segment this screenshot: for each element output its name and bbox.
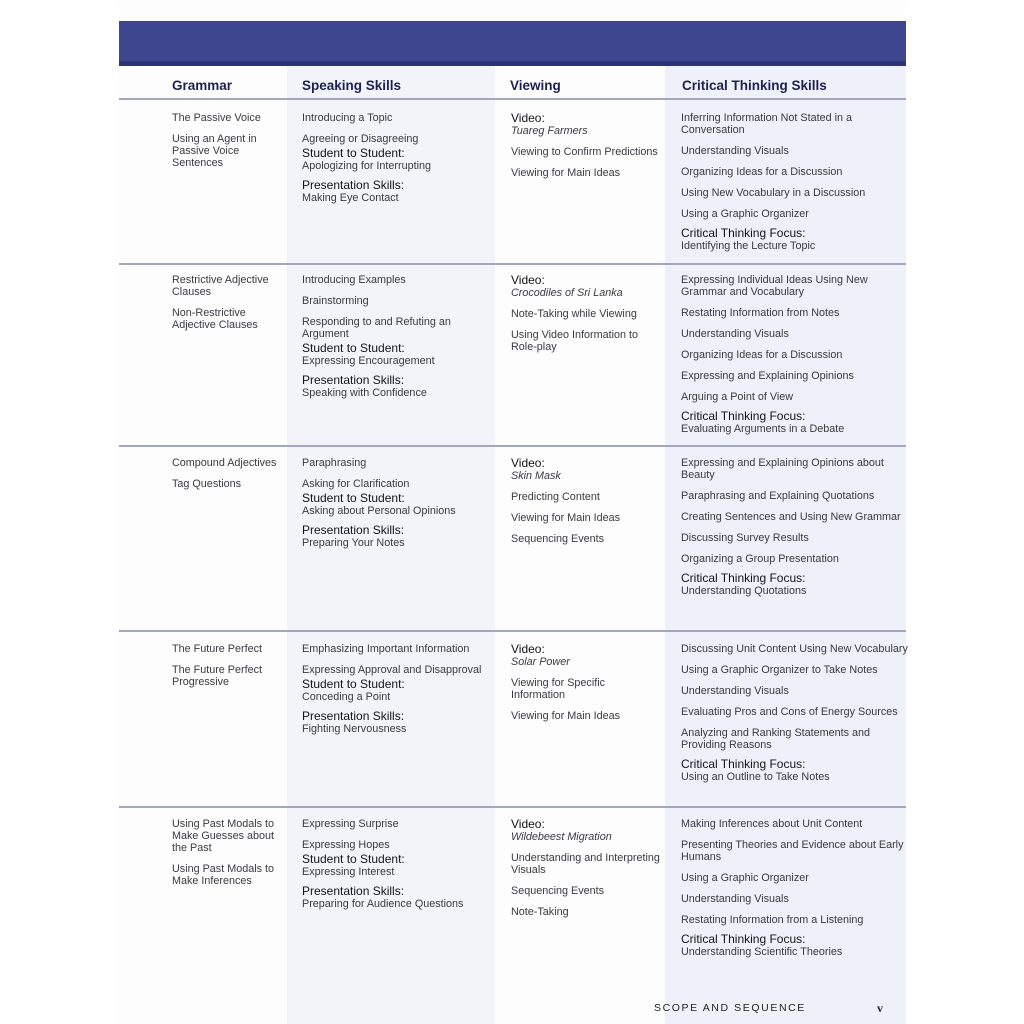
speaking-skill: Expressing Surprise [302,818,399,830]
student-to-student-skill: Expressing Encouragement [302,355,435,367]
critical-thinking-focus-label: Critical Thinking Focus: [681,226,806,240]
viewing-skill: Viewing for Main Ideas [511,167,621,179]
critical-thinking-skill: Presenting Theories and Evidence about Early Humans [681,839,904,863]
grammar-cell [172,457,282,499]
critical-thinking-focus-label: Critical Thinking Focus: [681,757,806,771]
presentation-skill: Speaking with Confidence [302,387,427,399]
grammar-cell [172,643,282,697]
viewing-skill: Predicting Content [511,491,600,503]
critical-thinking-skill: Using a Graphic Organizer to Take Notes [681,664,878,676]
page-number: v [877,1001,883,1015]
viewing-cell [511,643,661,731]
viewing-cell [511,112,661,188]
viewing-skill: Note-Taking [511,906,569,918]
critical-thinking-skill: Creating Sentences and Using New Grammar [681,511,901,523]
grammar-topic: The Future Perfect [172,643,263,655]
viewing-skill: Sequencing Events [511,533,605,545]
viewing-skill: Using Video Information to Role-play [511,329,639,353]
viewing-skill: Viewing for Main Ideas [511,512,621,524]
header-divider [119,98,906,100]
video-label: Video: [511,817,545,831]
presentation-skill: Preparing for Audience Questions [302,898,464,910]
student-to-student-skill: Apologizing for Interrupting [302,160,432,172]
viewing-cell [511,274,661,362]
scope-and-sequence-page [119,0,906,1024]
grammar-topic: Non-Restrictive Adjective Clauses [172,307,258,331]
grammar-topic: The Future Perfect Progressive [172,664,263,688]
header-grammar: Grammar [172,78,233,93]
viewing-skill: Viewing for Main Ideas [511,710,621,722]
speaking-cell [302,112,492,213]
speaking-skill: Introducing a Topic [302,112,393,124]
critical-thinking-cell [681,643,909,792]
viewing-skill: Sequencing Events [511,885,605,897]
grammar-cell [172,818,282,896]
critical-thinking-skill: Inferring Information Not Stated in a Conversation [681,112,853,136]
presentation-skills-label: Presentation Skills: [302,178,405,192]
critical-thinking-skill: Discussing Unit Content Using New Vocabulary [681,643,908,655]
critical-thinking-skill: Organizing a Group Presentation [681,553,839,565]
critical-thinking-cell [681,112,909,261]
critical-thinking-skill: Using a Graphic Organizer [681,872,809,884]
presentation-skill: Preparing Your Notes [302,537,405,549]
critical-thinking-skill: Organizing Ideas for a Discussion [681,166,843,178]
viewing-skill: Viewing for Specific Information [511,677,606,701]
row-divider [119,630,906,632]
grammar-topic: Compound Adjectives [172,457,277,469]
video-label: Video: [511,642,545,656]
student-to-student-skill: Asking about Personal Opinions [302,505,456,517]
speaking-skill: Expressing Approval and Disapproval [302,664,482,676]
row-divider [119,806,906,808]
video-title: Skin Mask [511,470,561,482]
speaking-skill: Responding to and Refuting an Argument [302,316,451,340]
critical-thinking-skill: Analyzing and Ranking Statements and Providing Reasons [681,727,871,751]
critical-thinking-focus: Understanding Scientific Theories [681,946,843,958]
speaking-skill: Agreeing or Disagreeing [302,133,419,145]
critical-thinking-focus: Evaluating Arguments in a Debate [681,423,845,435]
column-headers [119,66,906,98]
critical-thinking-skill: Arguing a Point of View [681,391,794,403]
speaking-skill: Introducing Examples [302,274,406,286]
critical-thinking-cell [681,818,909,967]
speaking-cell [302,818,492,919]
viewing-skill: Viewing to Confirm Predictions [511,146,658,158]
presentation-skills-label: Presentation Skills: [302,884,405,898]
critical-thinking-skill: Expressing and Explaining Opinions [681,370,854,382]
row-divider [119,445,906,447]
student-to-student-label: Student to Student: [302,146,405,160]
grammar-topic: Using Past Modals to Make Inferences [172,863,275,887]
viewing-cell [511,818,661,927]
video-title: Crocodiles of Sri Lanka [511,287,623,299]
critical-thinking-skill: Understanding Visuals [681,685,789,697]
grammar-topic: Using Past Modals to Make Guesses about the Past [172,818,275,854]
critical-thinking-skill: Using a Graphic Organizer [681,208,809,220]
student-to-student-skill: Conceding a Point [302,691,391,703]
critical-thinking-skill: Organizing Ideas for a Discussion [681,349,843,361]
viewing-skill: Note-Taking while Viewing [511,308,637,320]
critical-thinking-cell [681,274,909,444]
grammar-cell [172,112,282,178]
critical-thinking-skill: Understanding Visuals [681,145,789,157]
video-label: Video: [511,111,545,125]
critical-thinking-skill: Understanding Visuals [681,893,789,905]
critical-thinking-skill: Making Inferences about Unit Content [681,818,863,830]
speaking-skill: Expressing Hopes [302,839,390,851]
speaking-cell [302,457,492,558]
video-title: Solar Power [511,656,570,668]
footer-section-title: SCOPE AND SEQUENCE [654,1002,806,1014]
grammar-topic: The Passive Voice [172,112,261,124]
grammar-topic: Tag Questions [172,478,242,490]
grammar-cell [172,274,282,340]
viewing-skill: Understanding and Interpreting Visuals [511,852,660,876]
student-to-student-label: Student to Student: [302,677,405,691]
critical-thinking-focus-label: Critical Thinking Focus: [681,409,806,423]
critical-thinking-cell [681,457,909,606]
critical-thinking-focus: Identifying the Lecture Topic [681,240,816,252]
critical-thinking-skill: Evaluating Pros and Cons of Energy Sources [681,706,898,718]
critical-thinking-skill: Discussing Survey Results [681,532,809,544]
student-to-student-label: Student to Student: [302,852,405,866]
video-title: Tuareg Farmers [511,125,588,137]
student-to-student-label: Student to Student: [302,491,405,505]
header-critical-thinking: Critical Thinking Skills [682,78,827,93]
student-to-student-label: Student to Student: [302,341,405,355]
speaking-skill: Paraphrasing [302,457,367,469]
grammar-topic: Restrictive Adjective Clauses [172,274,269,298]
presentation-skills-label: Presentation Skills: [302,709,405,723]
critical-thinking-focus: Understanding Quotations [681,585,807,597]
header-viewing: Viewing [510,78,561,93]
speaking-skill: Emphasizing Important Information [302,643,470,655]
presentation-skill: Making Eye Contact [302,192,399,204]
critical-thinking-focus-label: Critical Thinking Focus: [681,571,806,585]
critical-thinking-skill: Expressing and Explaining Opinions about Beauty [681,457,884,481]
critical-thinking-skill: Restating Information from a Listening [681,914,864,926]
presentation-skill: Fighting Nervousness [302,723,407,735]
critical-thinking-skill: Restating Information from Notes [681,307,840,319]
speaking-cell [302,274,492,408]
speaking-skill: Asking for Clarification [302,478,410,490]
critical-thinking-skill: Paraphrasing and Explaining Quotations [681,490,875,502]
presentation-skills-label: Presentation Skills: [302,373,405,387]
header-banner [119,21,906,66]
viewing-cell [511,457,661,554]
critical-thinking-focus: Using an Outline to Take Notes [681,771,830,783]
row-divider [119,263,906,265]
student-to-student-skill: Expressing Interest [302,866,395,878]
video-label: Video: [511,456,545,470]
speaking-skill: Brainstorming [302,295,369,307]
critical-thinking-skill: Expressing Individual Ideas Using New Grammar and Vocabulary [681,274,868,298]
grammar-topic: Using an Agent in Passive Voice Sentences [172,133,257,169]
header-speaking-skills: Speaking Skills [302,78,402,93]
video-label: Video: [511,273,545,287]
speaking-cell [302,643,492,744]
video-title: Wildebeest Migration [511,831,612,843]
critical-thinking-skill: Using New Vocabulary in a Discussion [681,187,866,199]
critical-thinking-skill: Understanding Visuals [681,328,789,340]
presentation-skills-label: Presentation Skills: [302,523,405,537]
critical-thinking-focus-label: Critical Thinking Focus: [681,932,806,946]
